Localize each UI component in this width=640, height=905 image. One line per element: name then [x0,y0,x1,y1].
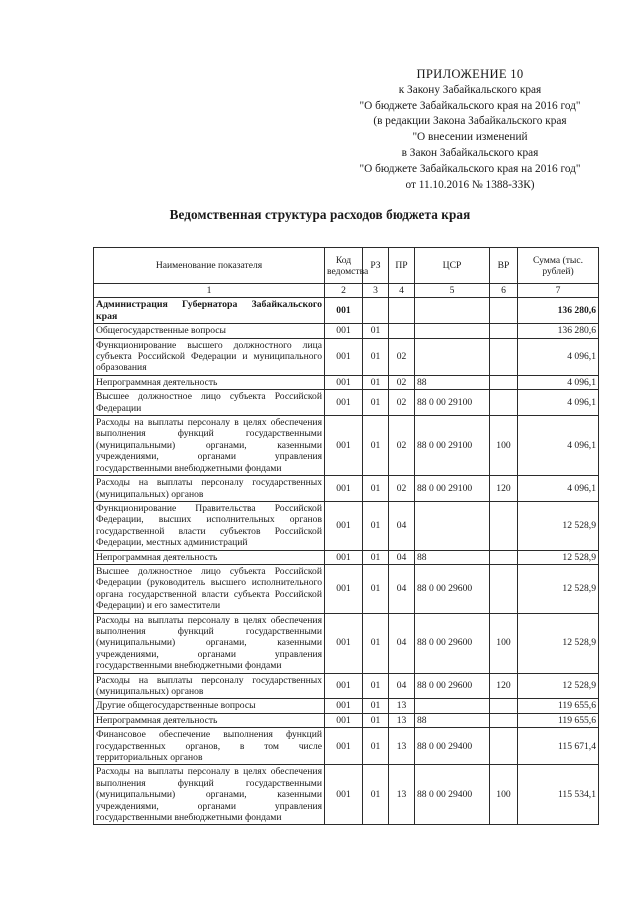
table-row [94,713,599,727]
table-row [94,338,599,375]
row-dept-code: 001 [325,416,363,476]
row-vr [490,699,518,713]
row-csr: 88 0 00 29600 [415,613,490,673]
col-header-sum: Сумма (тыс. рублей) [518,248,599,284]
appendix-block [300,67,640,193]
row-pr: 04 [389,613,415,673]
row-pr: 13 [389,713,415,727]
row-sum: 12 528,9 [518,550,599,564]
row-dept-code: 001 [325,324,363,338]
row-pr: 02 [389,375,415,389]
table-row [94,564,599,613]
row-sum: 136 280,6 [518,298,599,324]
row-sum: 12 528,9 [518,673,599,699]
row-pr: 02 [389,338,415,375]
row-name: Другие общегосударственные вопросы [94,699,325,713]
row-vr [490,550,518,564]
appendix-line: к Закону Забайкальского края [398,83,542,96]
row-csr: 88 [415,713,490,727]
row-dept-code: 001 [325,501,363,550]
row-sum: 4 096,1 [518,375,599,389]
row-vr: 120 [490,476,518,502]
row-vr [490,338,518,375]
row-csr: 88 0 00 29100 [415,390,490,416]
row-csr [415,699,490,713]
appendix-line: "О внесении изменений [412,131,528,144]
row-csr: 88 0 00 29400 [415,765,490,825]
row-sum: 136 280,6 [518,324,599,338]
row-dept-code: 001 [325,550,363,564]
col-header-csr: ЦСР [415,248,490,284]
column-index: 7 [518,284,599,298]
row-name: Расходы на выплаты персоналу в целях обеспечения выполнения функций государственными (муниципальными) органами, казенными учреждениями, органами управления государственными внебюджетными фондами [94,765,325,825]
row-csr: 88 0 00 29100 [415,476,490,502]
row-dept-code: 001 [325,564,363,613]
row-dept-code: 001 [325,338,363,375]
column-index: 5 [415,284,490,298]
row-sum: 119 655,6 [518,699,599,713]
table-body [94,298,599,825]
table-row [94,613,599,673]
table-header-row [94,248,599,284]
column-index: 2 [325,284,363,298]
row-csr: 88 0 00 29100 [415,416,490,476]
row-rz: 01 [363,673,389,699]
col-header-name: Наименование показателя [94,248,325,284]
table-row [94,324,599,338]
column-index: 1 [94,284,325,298]
row-pr [389,298,415,324]
table-row [94,501,599,550]
col-header-pr: ПР [389,248,415,284]
row-sum: 12 528,9 [518,564,599,613]
row-name: Расходы на выплаты персоналу в целях обеспечения выполнения функций государственными (муниципальными) органами, казенными учреждениями, органами управления государственными внебюджетными фондами [94,613,325,673]
row-vr: 100 [490,765,518,825]
row-name: Финансовое обеспечение выполнения функций государственных органов, в том числе территориальных органов [94,728,325,765]
table-row [94,298,599,324]
row-rz: 01 [363,713,389,727]
table-row [94,550,599,564]
col-header-dept: Код ведомства [325,248,363,284]
row-name: Функционирование высшего должностного лица субъекта Российской Федерации и муниципального образования [94,338,325,375]
row-csr: 88 0 00 29400 [415,728,490,765]
row-dept-code: 001 [325,699,363,713]
row-name: Расходы на выплаты персоналу государственных (муниципальных) органов [94,673,325,699]
row-csr [415,298,490,324]
row-vr [490,375,518,389]
row-vr [490,713,518,727]
row-pr: 13 [389,765,415,825]
row-dept-code: 001 [325,613,363,673]
table-row [94,673,599,699]
row-rz: 01 [363,699,389,713]
row-rz: 01 [363,476,389,502]
row-pr: 13 [389,699,415,713]
row-pr [389,324,415,338]
column-index: 6 [490,284,518,298]
row-dept-code: 001 [325,673,363,699]
row-name: Высшее должностное лицо субъекта Российской Федерации [94,390,325,416]
row-name: Непрограммная деятельность [94,375,325,389]
row-name: Администрация Губернатора Забайкальского края [94,298,325,324]
table-row [94,699,599,713]
row-csr: 88 [415,550,490,564]
row-vr [490,390,518,416]
row-name: Общегосударственные вопросы [94,324,325,338]
row-dept-code: 001 [325,713,363,727]
row-dept-code: 001 [325,298,363,324]
row-name: Расходы на выплаты персоналу в целях обеспечения выполнения функций государственными (муниципальными) органами, казенными учреждениями, органами управления государственными внебюджетными фондами [94,416,325,476]
row-rz: 01 [363,564,389,613]
row-dept-code: 001 [325,390,363,416]
row-name: Функционирование Правительства Российской Федерации, высших исполнительных органов государственной власти субъектов Российской Федерации, местных администраций [94,501,325,550]
row-pr: 04 [389,550,415,564]
row-csr: 88 0 00 29600 [415,564,490,613]
row-sum: 115 671,4 [518,728,599,765]
row-sum: 115 534,1 [518,765,599,825]
appendix-line: "О бюджете Забайкальского края на 2016 год" [359,162,581,175]
row-rz: 01 [363,324,389,338]
row-rz [363,298,389,324]
row-rz: 01 [363,390,389,416]
row-rz: 01 [363,501,389,550]
appendix-line: от 11.10.2016 № 1388-ЗЗК) [405,178,535,191]
row-rz: 01 [363,613,389,673]
row-csr: 88 0 00 29600 [415,673,490,699]
row-csr: 88 [415,375,490,389]
row-vr [490,564,518,613]
column-index: 4 [389,284,415,298]
row-sum: 4 096,1 [518,338,599,375]
row-rz: 01 [363,765,389,825]
row-vr [490,298,518,324]
row-csr [415,338,490,375]
row-csr [415,324,490,338]
row-pr: 02 [389,416,415,476]
row-sum: 4 096,1 [518,476,599,502]
row-pr: 02 [389,476,415,502]
appendix-heading: ПРИЛОЖЕНИЕ 10 [416,67,524,81]
table-row [94,476,599,502]
row-pr: 04 [389,673,415,699]
row-name: Непрограммная деятельность [94,713,325,727]
row-rz: 01 [363,375,389,389]
col-header-rz: РЗ [363,248,389,284]
row-vr: 120 [490,673,518,699]
row-pr: 02 [389,390,415,416]
appendix-line: (в редакции Закона Забайкальского края [373,115,567,128]
row-sum: 119 655,6 [518,713,599,727]
table-row [94,375,599,389]
row-vr: 100 [490,613,518,673]
column-index: 3 [363,284,389,298]
row-sum: 12 528,9 [518,501,599,550]
row-pr: 04 [389,501,415,550]
row-name: Непрограммная деятельность [94,550,325,564]
row-rz: 01 [363,338,389,375]
appendix-line: в Закон Забайкальского края [401,146,539,159]
table-row [94,390,599,416]
row-sum: 4 096,1 [518,390,599,416]
table-row [94,765,599,825]
row-vr [490,501,518,550]
row-vr [490,324,518,338]
col-header-vr: ВР [490,248,518,284]
row-name: Высшее должностное лицо субъекта Российской Федерации (руководитель высшего исполнительного органа государственной власти субъекта Российской Федерации) и его заместители [94,564,325,613]
row-pr: 13 [389,728,415,765]
row-dept-code: 001 [325,728,363,765]
table-row [94,728,599,765]
row-rz: 01 [363,416,389,476]
column-index-row [94,284,599,298]
row-sum: 4 096,1 [518,416,599,476]
table-row [94,416,599,476]
appendix-line: "О бюджете Забайкальского края на 2016 год" [359,99,581,112]
budget-table [93,247,599,825]
row-vr: 100 [490,416,518,476]
row-dept-code: 001 [325,765,363,825]
document-title: Ведомственная структура расходов бюджета края [169,207,471,222]
row-sum: 12 528,9 [518,613,599,673]
row-name: Расходы на выплаты персоналу государственных (муниципальных) органов [94,476,325,502]
row-rz: 01 [363,728,389,765]
row-dept-code: 001 [325,476,363,502]
row-csr [415,501,490,550]
row-dept-code: 001 [325,375,363,389]
row-rz: 01 [363,550,389,564]
row-vr [490,728,518,765]
row-pr: 04 [389,564,415,613]
